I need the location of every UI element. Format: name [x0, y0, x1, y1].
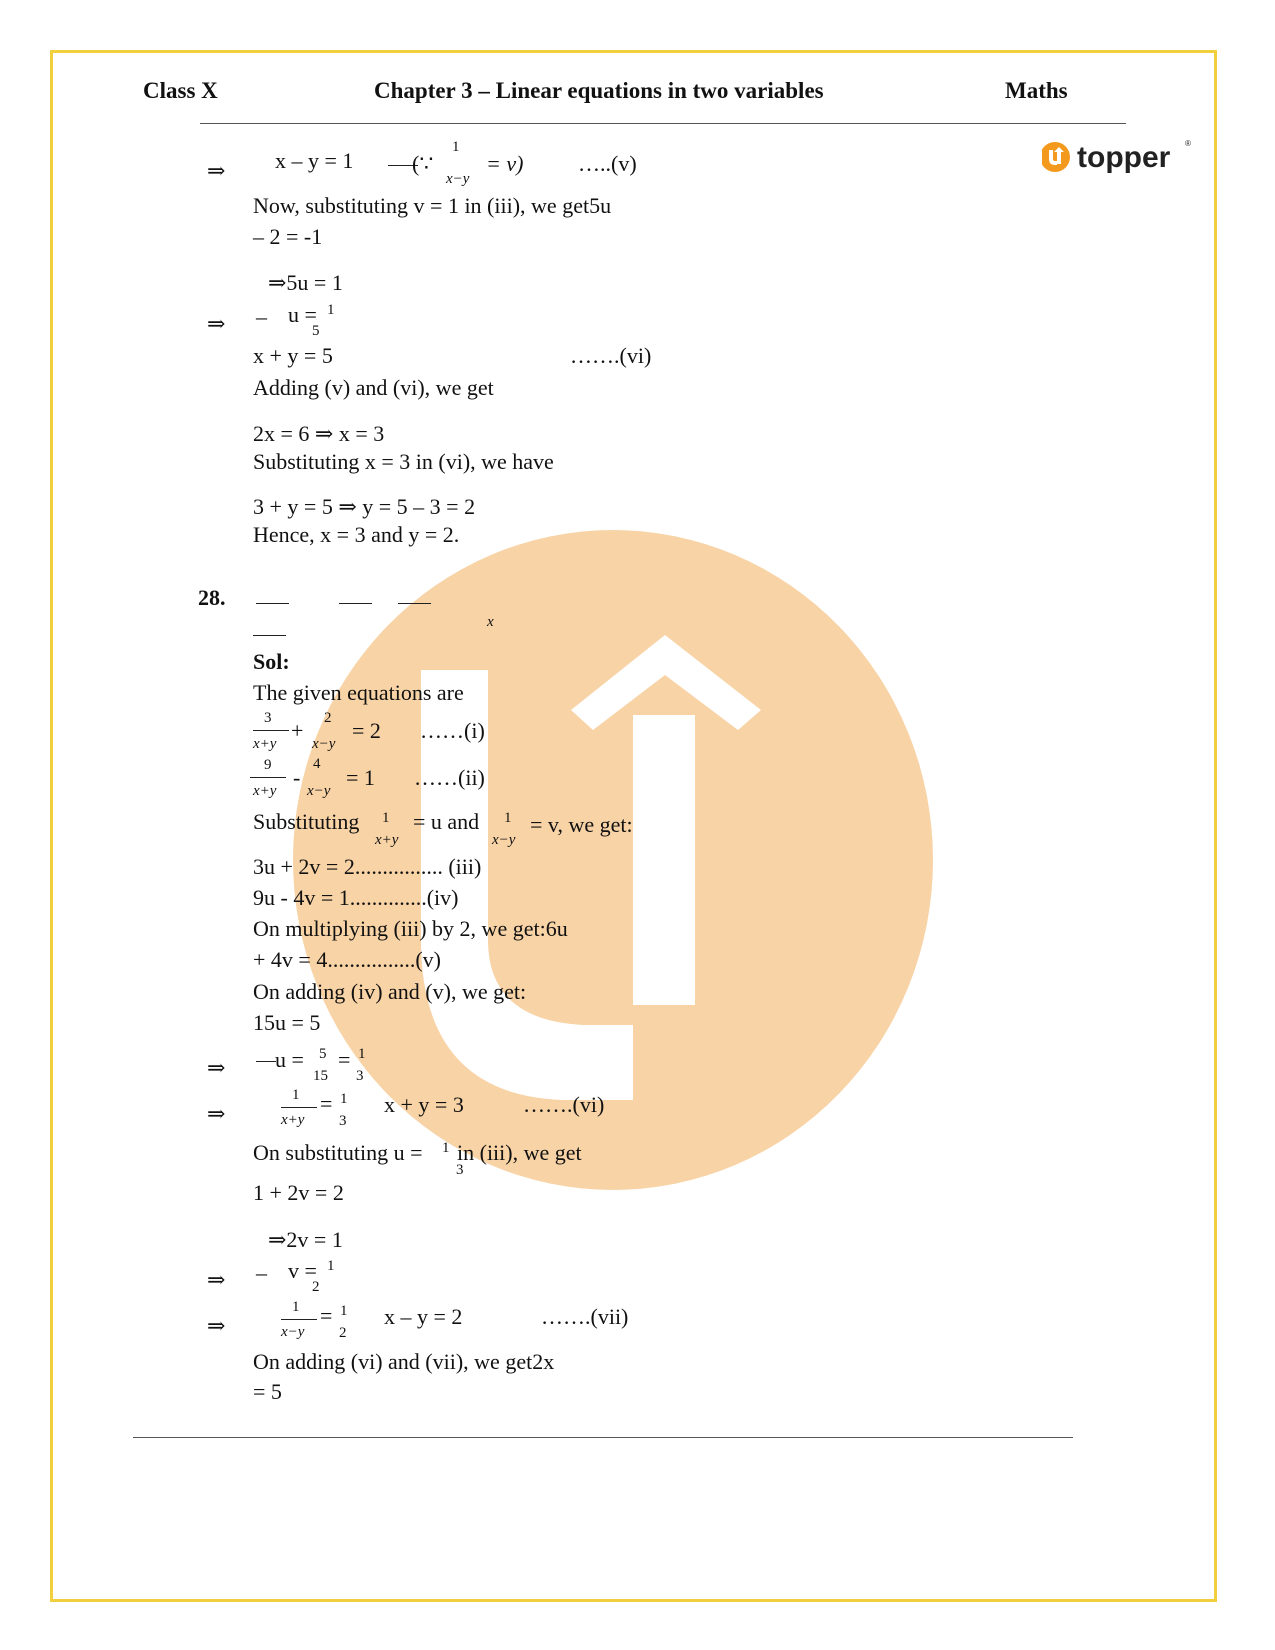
equation-line: x – y = 2 [384, 1304, 463, 1329]
question-number: 28. [198, 585, 226, 610]
svg-text:®: ® [1185, 140, 1191, 148]
question-variable: x [487, 614, 494, 630]
equation-tag: ……(ii) [414, 765, 485, 790]
text-line: Substituting x = 3 in (vi), we have [253, 449, 554, 474]
topper-logo [1042, 140, 1192, 190]
blank-fraction-bar [398, 603, 431, 604]
fraction-bar [281, 1319, 317, 1320]
text-line: Adding (v) and (vi), we get [253, 375, 494, 400]
chapter-title: Chapter 3 – Linear equations in two variables [374, 78, 824, 103]
operator: + [291, 718, 304, 743]
implies-arrow: ⇒ [207, 1313, 226, 1338]
equation-line: 15u = 5 [253, 1010, 321, 1035]
fraction-denominator: x+y [253, 736, 277, 752]
fraction-numerator: 1 [292, 1299, 300, 1315]
implies-arrow: ⇒ [207, 1267, 226, 1292]
equation-line: x – y = 1 [275, 148, 354, 173]
equation-line: 2x = 6 ⇒ x = 3 [253, 421, 385, 446]
fraction-numerator: 1 [340, 1091, 348, 1107]
equation-tag: …….(vii) [541, 1304, 629, 1329]
fraction-numerator: 1 [504, 810, 512, 826]
text-line: Hence, x = 3 and y = 2. [253, 522, 460, 547]
because-symbol: (∵ [412, 151, 434, 176]
fraction-numerator: 1 [452, 139, 460, 155]
equation-line: u = [288, 302, 317, 327]
operator: = [338, 1047, 351, 1072]
fraction-numerator: 1 [292, 1087, 300, 1103]
dash-mark: – [256, 304, 267, 329]
class-label: Class X [143, 78, 218, 103]
equation-line: + 4v = 4................(v) [253, 947, 441, 972]
fraction-denominator: 2 [312, 1279, 320, 1295]
subject-label: Maths [1005, 78, 1068, 103]
equation-line: u = [275, 1047, 304, 1072]
footer-rule [133, 1437, 1073, 1438]
fraction-numerator: 2 [324, 710, 332, 726]
fraction-bar [250, 777, 286, 778]
svg-text:topper: topper [1077, 141, 1171, 174]
equation-tag: ……(i) [420, 718, 485, 743]
fraction-denominator: x−y [312, 736, 336, 752]
fraction-denominator: 3 [339, 1113, 347, 1129]
fraction-numerator: 4 [313, 756, 321, 772]
dash-mark: – [256, 1260, 267, 1285]
fraction-denominator: x−y [281, 1324, 305, 1340]
text-line: On adding (vi) and (vii), we get2x [253, 1349, 555, 1374]
equation-line: 3u + 2v = 2................ (iii) [253, 854, 482, 879]
equation-tag: …….(vi) [523, 1092, 605, 1117]
text-line: = u and [413, 809, 480, 834]
equation-tag: …..(v) [578, 151, 637, 176]
equation-line: v = [288, 1258, 317, 1283]
equation-rhs: = 2 [352, 718, 381, 743]
text-line: = v, we get: [530, 812, 633, 837]
solution-label: Sol: [253, 649, 290, 674]
equation-line: ⇒5u = 1 [268, 270, 343, 295]
fraction-denominator: 15 [313, 1068, 328, 1084]
equation-line: 9u - 4v = 1..............(iv) [253, 885, 459, 910]
fraction-numerator: 5 [319, 1046, 327, 1062]
fraction-bar [281, 1107, 317, 1108]
text-line: – 2 = -1 [253, 224, 323, 249]
fraction-numerator: 3 [264, 710, 272, 726]
implies-arrow: ⇒ [207, 1101, 226, 1126]
header-rule [200, 123, 1126, 124]
equation-line: x + y = 5 [253, 343, 333, 368]
fraction-numerator: 1 [358, 1046, 366, 1062]
operator: = [320, 1091, 333, 1116]
fraction-denominator: x−y [446, 171, 470, 187]
blank-fraction-bar [339, 603, 372, 604]
text-line: On multiplying (iii) by 2, we get:6u [253, 916, 568, 941]
fraction-numerator: 1 [340, 1303, 348, 1319]
blank-fraction-bar [253, 635, 286, 636]
fraction-denominator: x+y [281, 1112, 305, 1128]
equation-line: 1 + 2v = 2 [253, 1180, 344, 1205]
equation-rhs: = v) [486, 151, 524, 176]
text-line: in (iii), we get [457, 1140, 582, 1165]
implies-arrow: ⇒ [207, 158, 226, 183]
operator: - [293, 765, 301, 790]
equation-rhs: = 1 [346, 765, 375, 790]
fraction-denominator: x+y [375, 832, 399, 848]
fraction-denominator: x−y [307, 783, 331, 799]
text-line: On substituting u = [253, 1140, 423, 1165]
equation-line: 3 + y = 5 ⇒ y = 5 – 3 = 2 [253, 494, 476, 519]
text-line: Substituting [253, 809, 360, 834]
fraction-denominator: 3 [456, 1162, 464, 1178]
implies-arrow: ⇒ [207, 1055, 226, 1080]
fraction-bar [253, 730, 289, 731]
fraction-denominator: x−y [492, 832, 516, 848]
fraction-numerator: 1 [382, 810, 390, 826]
fraction-numerator: 9 [264, 757, 272, 773]
fraction-numerator: 1 [442, 1140, 450, 1156]
equation-line: = 5 [253, 1379, 282, 1404]
text-line: The given equations are [253, 680, 464, 705]
text-line: Now, substituting v = 1 in (iii), we get5u [253, 193, 612, 218]
equation-line: ⇒2v = 1 [268, 1227, 343, 1252]
fraction-denominator: x+y [253, 783, 277, 799]
fraction-denominator: 3 [356, 1068, 364, 1084]
strike-mark [256, 1061, 276, 1062]
fraction-numerator: 1 [327, 302, 335, 318]
operator: = [320, 1303, 333, 1328]
implies-arrow: ⇒ [207, 311, 226, 336]
blank-fraction-bar [256, 603, 289, 604]
fraction-denominator: 5 [312, 323, 320, 339]
text-line: On adding (iv) and (v), we get: [253, 979, 527, 1004]
equation-tag: …….(vi) [570, 343, 652, 368]
equation-line: x + y = 3 [384, 1092, 464, 1117]
fraction-numerator: 1 [327, 1258, 335, 1274]
fraction-denominator: 2 [339, 1325, 347, 1341]
